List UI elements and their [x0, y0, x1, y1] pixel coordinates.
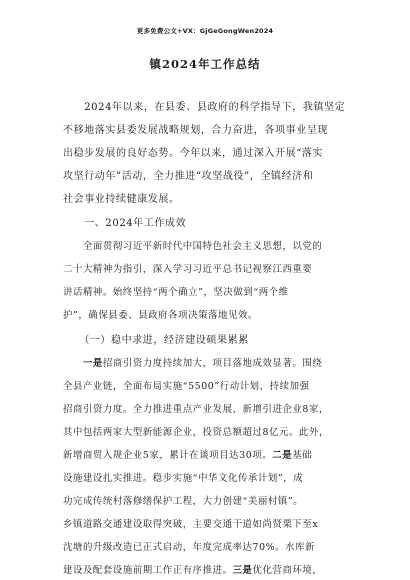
line-text: 招商引资力度持续加大，项目落地成效显著。围绕 [102, 358, 323, 369]
line-text: 其中包括两家大型新能源企业，投资总额超过8亿元。此外， [63, 427, 329, 438]
intro-line: 不移地落实县委发展战略规划，合力奋进，各项事业呈现 [63, 125, 328, 136]
line-text: 功完成传统村落修缮保护工程，大力创建“美丽村镇”。 [63, 496, 304, 507]
subsection-para-line [63, 447, 345, 461]
section-heading: 一、2024年工作成效 [63, 218, 187, 229]
item-lead-1: 一是 [63, 358, 103, 369]
item-lead-2: 二是 [272, 450, 293, 461]
subsection-para-line [63, 539, 345, 553]
subsection-para-line [63, 516, 345, 530]
line-text: 建设及配套设施前期工作正有序推进。 [63, 565, 233, 576]
section-para-line: 全面贯彻习近平新时代中国特色社会主义思想，以党的 [63, 241, 323, 252]
line-text: 沈塘的升级改造已正式启动，年度完成率达70%。水库新 [63, 542, 316, 553]
line-text: 新增商贸入规企业5家，累计在谈项目达30项。 [63, 450, 273, 461]
section-para-line: 护”，确保县委、县政府各项决策落地见效。 [63, 310, 258, 321]
intro-line: 社会事业持续健康发展。 [63, 194, 180, 205]
line-text: 全县产业链，全面布局实施“5500”行动计划，持续加强 [63, 381, 310, 392]
intro-line: 攻坚行动年”活动，全力推进“攻坚战役”，全镇经济和 [63, 171, 314, 182]
section-para-line: 讲话精神。始终坚持“两个确立”，坚决做到“两个维 [63, 287, 289, 298]
line-text: 优化营商环境， [252, 565, 323, 576]
subsection-para-line [63, 470, 345, 484]
section-para-line: 二十大精神为指引，深入学习习近平总书记视察江西重要 [63, 264, 313, 275]
header-note: 更多免费公文+VX：GjGeGongWen2024 [136, 27, 274, 35]
subsection-heading: （一）稳中求进，经济建设硕果累累 [63, 335, 249, 346]
intro-line: 2024年以来，在县委、县政府的科学指导下，我镇坚定 [63, 102, 345, 113]
subsection-para-line [63, 424, 345, 438]
subsection-para-line [63, 493, 345, 507]
subsection-para-line [63, 378, 345, 392]
line-text: 基础 [292, 450, 313, 461]
line-text: 乡镇道路交通建设取得突破，主要交通干道如尚贤栗下至x [63, 519, 319, 530]
line-text: 设施建设扎实推进。稳步实施“中华文化传承计划”，成 [63, 473, 304, 484]
subsection-para-line [63, 355, 345, 369]
item-lead-3: 三是 [232, 565, 253, 576]
subsection-para-line [63, 401, 345, 415]
line-text: 招商引资力度。全力推进重点产业发展，新增引进企业8家， [63, 404, 329, 415]
subsection-para-line [63, 562, 345, 576]
intro-line: 出稳步发展的良好态势。今年以来，通过深入开展“落实 [63, 148, 324, 159]
page-title: 镇2024年工作总结 [149, 57, 261, 71]
